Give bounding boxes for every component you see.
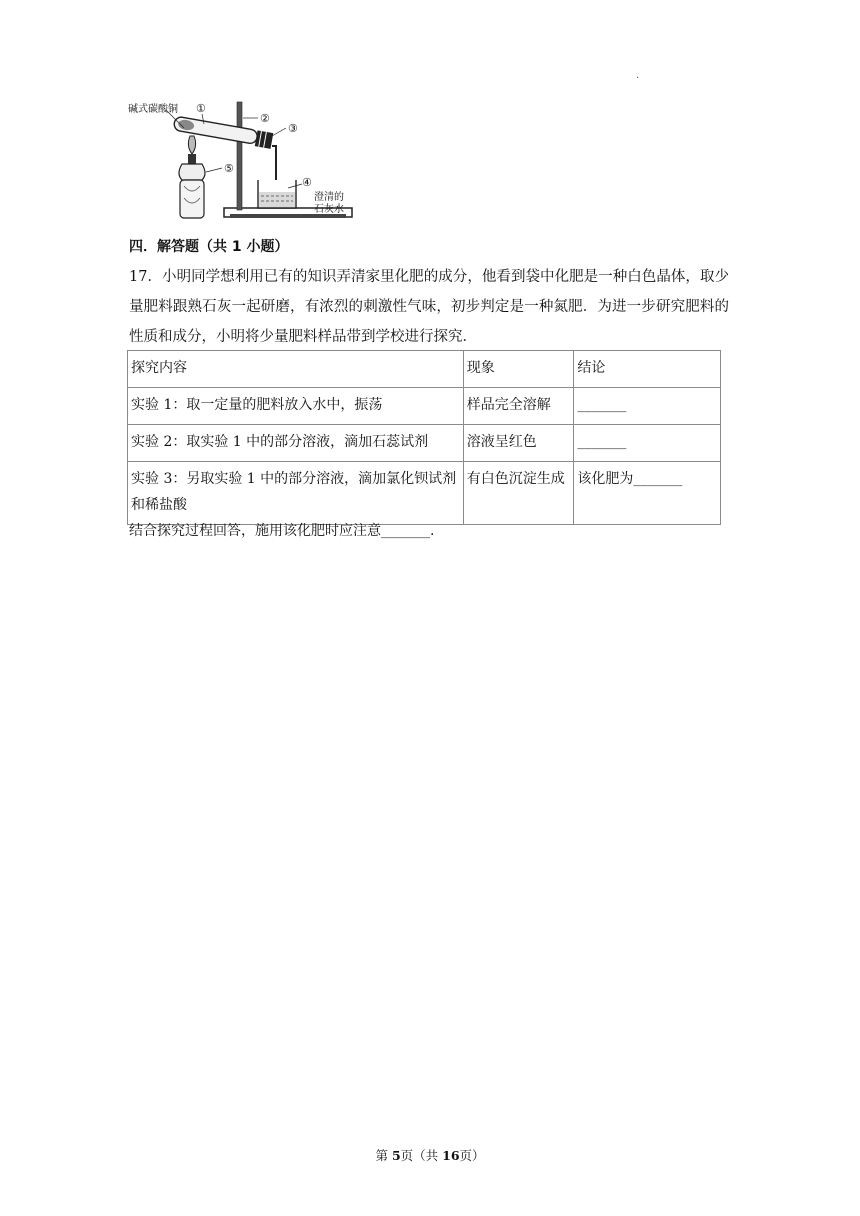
alcohol-lamp: [179, 136, 205, 218]
label-3: ③: [288, 122, 298, 135]
row2-phenomenon: 溶液呈红色: [463, 425, 574, 462]
row3-conclusion: 该化肥为_______: [574, 462, 721, 525]
table-row: [128, 388, 721, 425]
beaker: [258, 180, 296, 208]
row3-content: 实验 3：另取实验 1 中的部分溶液，滴加氯化钡试剂和稀盐酸: [128, 462, 464, 525]
row1-content: 实验 1：取一定量的肥料放入水中，振荡: [128, 388, 464, 425]
label-limewater-2: 石灰水: [314, 204, 344, 215]
stand-rod: [237, 102, 242, 210]
row3-phenomenon: 有白色沉淀生成: [463, 462, 574, 525]
apparatus-figure: [126, 96, 366, 226]
table-row: [128, 425, 721, 462]
section-title: 四．解答题（共 1 小题）: [129, 239, 289, 255]
question-text: 17．小明同学想利用已有的知识弄清家里化肥的成分，他看到袋中化肥是一种白色晶体，取少量肥料跟熟石灰一起研磨，有浓烈的刺激性气味，初步判定是一种氮肥．为进一步研究肥料的性质和成分，小明将少量肥料样品带到学校进行探究．: [129, 269, 729, 345]
experiment-table: [127, 350, 721, 525]
label-1: ①: [196, 102, 206, 115]
footer-prefix: 第: [375, 1148, 392, 1163]
header-content: 探究内容: [128, 351, 464, 388]
top-mark: .: [636, 70, 640, 81]
row2-content: 实验 2：取实验 1 中的部分溶液，滴加石蕊试剂: [128, 425, 464, 462]
stopper: [255, 130, 274, 149]
table-header-row: [128, 351, 721, 388]
followup-question: 结合探究过程回答，施用该化肥时应注意_______.: [129, 523, 435, 539]
test-tube: [173, 116, 258, 144]
footer-page-number: 5: [391, 1148, 401, 1163]
label-2: ②: [260, 112, 270, 125]
footer-total-pages: 16: [442, 1148, 460, 1163]
label-limewater-1: 澄清的: [314, 192, 344, 203]
footer-middle: 页（共: [400, 1148, 443, 1163]
row1-conclusion: _______: [574, 388, 721, 425]
label-substance: 碱式碳酸铜: [128, 104, 178, 115]
row1-phenomenon: 样品完全溶解: [463, 388, 574, 425]
header-phenomenon: 现象: [463, 351, 574, 388]
label-4: ④: [302, 176, 312, 189]
header-conclusion: 结论: [574, 351, 721, 388]
label-5: ⑤: [224, 162, 234, 175]
page-footer: [0, 1146, 860, 1164]
row2-conclusion: _______: [574, 425, 721, 462]
footer-suffix: 页）: [459, 1148, 485, 1163]
table-row: [128, 462, 721, 525]
